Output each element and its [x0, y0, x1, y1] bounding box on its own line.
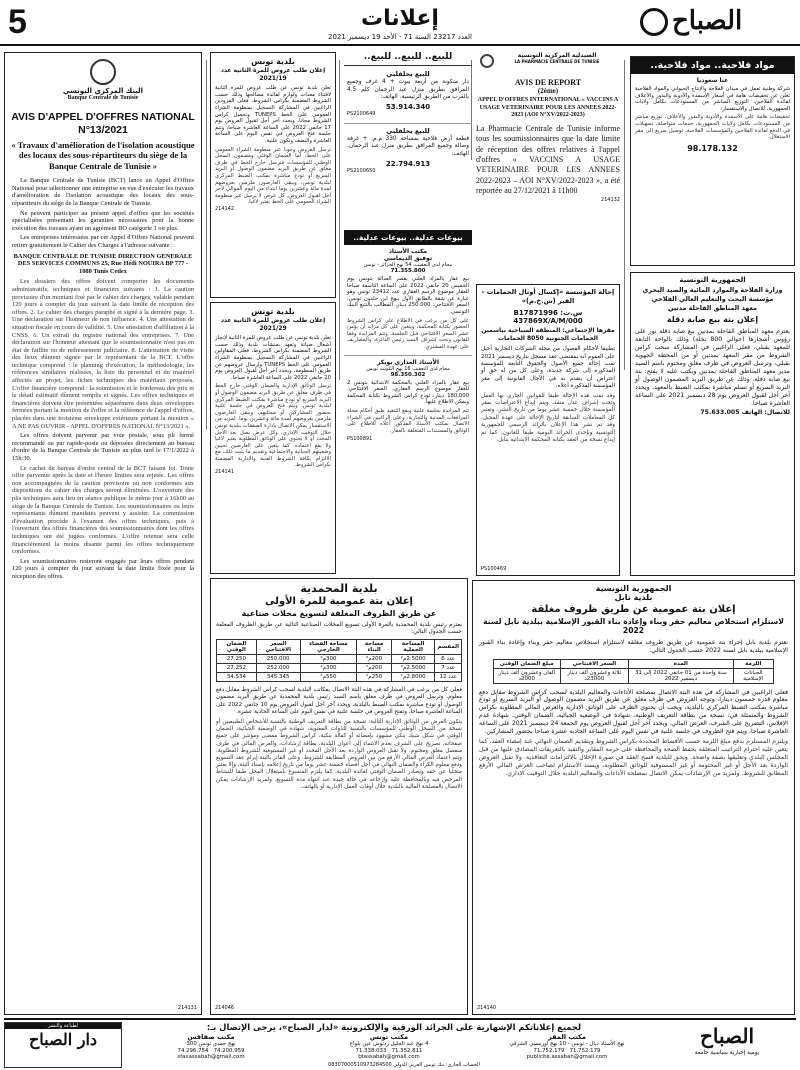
tunis-tender-1	[210, 52, 336, 298]
sales-ad2-phone: 22.794.913	[385, 159, 431, 168]
footer-tunis-title: مكتب تونس	[369, 1033, 409, 1041]
company-notice	[476, 284, 620, 576]
judicial-sales	[344, 230, 472, 576]
tunis-1-ref: 214142	[215, 205, 235, 212]
mohamedia-table-cell: 2.5000م²	[391, 655, 435, 664]
footer-logo-2-sub: لطباعة والنشر	[5, 1023, 121, 1029]
agri-phone: 98.178.132	[687, 143, 738, 153]
judicial-text-2-cont: تتم المزايدة بجلسة علنية ويقع التنفيذ طبق أحكام مجلة المرافعات المدنية والتجارية، وعلى الراغبين في الشراء الاتصال بمكتب الأستاذ المذكور أعلاه للاطلاع على الوثائق والمستندات المتعلقة بالعقار.	[347, 407, 469, 434]
agri-ad	[630, 56, 795, 266]
footer-office-tunis	[304, 1034, 474, 1061]
footer-email-2: btassabah@gmail.com	[358, 1054, 420, 1061]
mohamedia-table-cell: 250.000	[256, 655, 300, 664]
header-rule	[0, 44, 800, 46]
footer-headline: لجميع إعلاناتكم الإشهارية على الجرائد الورقية والإلكترونية «لدار الصباح»، يرجى الإتصال بـ:	[206, 1022, 582, 1032]
nabeul-subtitle: لاستلزام استخلاص معاليم حفر وبناء وإعادة بناء القبور الإسلامية ببلدية نابل لسنة 2022	[483, 617, 784, 635]
mohamedia-table-header-cell: المساحة الجملية	[391, 640, 435, 655]
nabeul-table-header-cell: المدة	[629, 659, 734, 668]
mohamedia-title: بلدية المحمدية	[300, 582, 378, 595]
nabeul-table-cell: سنة واحدة من 01 جانفي 2022 إلى 31 ديسمبر 2022	[629, 668, 734, 683]
tunis-2-text: تعلن بلدية تونس عن طلب عروض للمرة الثانية لإنجاز أشغال صيانة وتعهد بمنشآت بلدية وذلك حسب الشروط المضمنة بكراس الشروط، فعلى المقاولين الراغبين في المشاركة التسجيل بمنظومة الشراء العمومي على الخط TUNEPS وإرسال عروضهم عن طريق المنظومة، ويحدد آخر أجل لقبول العروض يوم 20 جانفي 2022 على الساعة العاشرة صباحا.	[215, 335, 331, 381]
mohamedia-table-header-cell: مساحة البناء	[357, 640, 391, 655]
bct-p1: La Banque Centrale de Tunisie (BCT) lance un Appel d'Offres National pour sélectionner une entreprise en vue d'exécuter les travaux d'amélioration de l'isolation acoustique des locaux des sous-répartiteurs du siège de la Banque Centrale de Tunisie.	[12, 177, 194, 207]
tunis-2-text-cont: ترسل الوثائق الإدارية والضمان الوقتي خارج الخط في ظرف مغلق عن طريق البريد مضمون الوصول أو البريد السريع أو تودع مباشرة بمكتب الضبط المركزي لبلدية تونس. ويتم فتح العروض في جلسة علنية بحضور المشاركين أو ممثليهم، ويبقى العارضون ملزمين بعروضهم لمدة مائة وعشرين يوما. لمزيد من الاستفسار يمكن الاتصال بإدارة الصفقات ببلدية تونس خلال التوقيت الإداري، وكل عرض يصل بعد الأجل المحدد أو لا يحتوي على الوثائق المطلوبة يعتبر لاغيا ولا يقع اعتماده. كما يتعين على العارضين تحيين وضعيتهم الجبائية والاجتماعية وتقديم ما يثبت ذلك، مع الالتزام بكافة الشروط الفنية والإدارية المضمنة بكراس الشروط.	[215, 383, 331, 469]
mohamedia-tender	[210, 578, 468, 1015]
mohamedia-table-cell: 345.345	[256, 673, 300, 682]
bct-ref: 214131	[177, 1005, 197, 1011]
footer-office-main	[482, 1034, 652, 1061]
tunis-1-title: بلدية تونس	[251, 57, 295, 66]
tunis-2-title: بلدية تونس	[251, 307, 295, 316]
bct-org-fr: Banque Centrale de Tunisie	[67, 95, 139, 101]
bct-text-cont-1: Les dossiers des offres doivent comporter les documents administratifs, techniques et financiers suivants : 1. La caution provisoire d'un montant fixé par le cahier des charges, valable pendant 120 jours à compter du jour suivant la date limite de réception des offres. 2. Le cahier des charges paraphé et signé à la dernière page. 3. Une déclaration sur l'honneur de non influence. 4. Une attestation de situation fiscale en cours de validité. 5. Une attestation d'affiliation à la CNSS. 6. Un extrait du registre national des entreprises. 7. Une déclaration sur l'honneur attestant que le soumissionnaire n'est pas en état de faillite ou de redressement judiciaire. 8. L'attestation de visite des lieux dûment signée par le représentant de la BCT. L'offre technique comprend : le planning d'exécution, la méthodologie, les références similaires réalisées, la liste du personnel et du matériel affectés au projet, les fiches techniques des matériaux proposés. L'offre financière comprend : la soumission et le bordereau des prix et le détail estimatif dûment remplis et signés. Les offres techniques et financières doivent être présentées séparément dans deux enveloppes fermées portant la mention de l'offre et la référence de l'appel d'offres, placées dans une troisième enveloppe extérieure portant la mention « A NE PAS OUVRIR - APPEL D'OFFRES NATIONAL N°13/2021 ».	[12, 278, 194, 430]
bct-tender	[4, 52, 202, 1015]
mohamedia-table-cell: 550م²	[300, 673, 357, 682]
nabeul-text-cont: ويلتزم المستلزم بدفع مبلغ اللزمة حسب الأقساط المحددة بكراس الشروط وبتقديم الضمان النهائي عند إمضاء العقد، كما يتعين عليه احترام التراتيب المتعلقة بحفظ الصحة والمحافظة على حرمة المقابر والتقيد بالتعريفات المصادق عليها من قبل المجلس البلدي وتعليقها بصفة واضحة. ويحق للبلدية فسخ العقد في صورة الإخلال بالالتزامات التعاقدية. ولا تقبل العروض الواردة بعد الأجل أو غير المختومة أو غير المستوفية للوثائق المطلوبة، ويسند الاستلزام لصاحب العرض المالي الأرفع المطابق للشروط. ولمزيد من الإرشادات يمكن الاتصال بمصلحة الأداءات والمعاليم البلدية خلال التوقيت الإداري.	[479, 738, 788, 777]
mohamedia-table-row	[217, 673, 462, 682]
mohamedia-table-cell: 200م²	[357, 664, 391, 673]
judicial-text-1-cont: على كل من يرغب في الاطلاع على كراس الشروط الحضور بكتابة المحكمة، ويتعين على كل مزايد أن يؤمن عشر السعر الافتتاحي قبل الجلسة، وتتم المزايدة وفقا للقانون وتحت إشراف السيد رئيس الدائرة، والمصاريف على عهدة المشتري.	[347, 317, 469, 350]
sales-ad1-title: للبيع بحلقلبي	[386, 70, 430, 78]
nabeul-table-cell: ألفان وعشرون ألف دينار 2000د	[494, 668, 561, 683]
pharmacy-cross-icon	[480, 54, 494, 68]
mohamedia-intro: يعتزم رئيس بلدية المحمدية بالمرة الأولى تسويغ المحلات الصناعية التالية عن طريق الظروف المغلقة حسب الجدول التالي:	[216, 622, 462, 635]
pharmacy-notice-title: AVIS DE REPORT	[514, 78, 582, 87]
tunis-1-text-cont: ترسل العروض وجوبا عبر منظومة الشراء العمومي على الخط، أما الضمان الوقتي ومضمون السجل الوطني للمؤسسات فترسل خارج الخط في ظرف مغلق عن طريق البريد مضمون الوصول أو البريد السريع أو تودع مباشرة بمكتب الضبط المركزي لبلدية تونس، ويبقى العارضون ملزمين بعروضهم لمدة مائة وعشرين يوما ابتداء من اليوم الموالي لآخر أجل لقبول العروض. كل عرض لا يرسل عبر منظومة الشراء العمومي على الخط يعتبر لاغيا.	[215, 146, 331, 206]
bct-text-cont-2: Le cachet du bureau d'ordre central de la BCT faisant foi. Toute offre parvenue après la date et l'heure limites sera rejetée. Les offres non accompagnées de la caution provisoire ou non conformes aux dispositions du cahier des charges seront éliminées. L'ouverture des plis techniques aura lieu en séance publique le même jour à 16h00 au siège de la Banque Centrale de Tunisie. Les soumissionnaires ou leurs représentants dûment mandatés peuvent y assister. La commission d'évaluation procède à l'examen des offres techniques, puis à l'ouverture des offres financières des soumissionnaires dont les offres techniques ont été jugées conformes. L'offre retenue sera celle financièrement la moins disante parmi les offres techniquement conformes.	[12, 464, 194, 556]
mohamedia-table-cell: 252.000	[256, 664, 300, 673]
marine-text: يعتزم معهد المناطق القاحلة بمدنين بيع صابة دقلة نور على رؤوس أشجارها (حوالي 800 نخلة) وذلك بالواحة التابعة للمعهد بقبلي، فعلى الراغبين في المشاركة سحب كراس الشروط من مقر المعهد بمدنين أو من المحطة الجهوية بقبلي، وترسل العروض في ظرف مغلق ومختوم باسم السيد مدير معهد المناطق القاحلة بمدنين ويكتب عليه لا يفتح: بتة بيع صابة دقلة، وذلك عن طريق البريد المضمون الوصول أو البريد السريع أو تسلم مباشرة بمكتب الضبط بالمعهد، ويحدد آخر أجل لقبول العروض يوم 28 ديسمبر 2021 على الساعة العاشرة صباحا.	[635, 328, 790, 407]
mohamedia-table-cell: 2.8000م²	[391, 673, 435, 682]
bct-address: BANQUE CENTRALE DE TUNISIE DIRECTION GENERALE DES SERVICES COMMUNS 25, Rue Hédi NOUIRA BP 777 - 1080 Tunis Cedex	[13, 252, 193, 275]
bct-org-ar: البنك المركزي التونسي	[62, 87, 144, 95]
pharmacy-org-fr: LA PHARMACIE CENTRALE DE TUNISIE	[514, 59, 600, 64]
header-logo	[640, 4, 790, 40]
mohamedia-table-cell: 300م²	[300, 655, 357, 664]
footer-sfax-address: نهج حمدي تونس 300	[186, 1040, 236, 1047]
mohamedia-table-cell: 34.534	[217, 673, 257, 682]
judicial-lawyer-1: مكتب الأستاذ	[388, 248, 428, 255]
footer-logo-left	[4, 1022, 122, 1068]
mohamedia-table-row	[217, 655, 462, 664]
footer-main-fax: 71.752.179	[533, 1047, 565, 1054]
column-rule	[339, 60, 340, 380]
issue-line: العدد 23217 السنة 71 - الأحد 19 ديسمبر 2021	[327, 33, 472, 41]
nabeul-table-row	[494, 668, 774, 683]
judicial-lawyer-1-address: محام لدى التعقيب، 54 نهج الجزائر - تونس	[363, 262, 453, 268]
judicial-lawyer-2-address: محام لدى التعقيب 16 نهج الكويت تونس	[366, 365, 450, 372]
nabeul-table-cell: ثلاثة وعشرون ألف دينار 23000د	[560, 668, 629, 683]
judicial-ref: PS100891	[347, 436, 373, 443]
judicial-title: بيوعات عدلية.. بيوعات عدلية..	[344, 230, 472, 245]
nabeul-republic: الجمهورية التونسية	[595, 584, 672, 593]
footer-sfax-phone: 74.200.959	[213, 1047, 245, 1054]
company-title: إحالة المؤسسة «إكسال أوتال الحمامات - الفير (ش.خ.م)»	[481, 288, 615, 305]
page-number: 5	[8, 3, 27, 41]
company-text-cont: وقد تمت هذه الإحالة طبقا للقوانين الجاري بها العمل وتحت إشراف عدل منفذ، ويتم إيداع الاعتراضات بمقر المؤسسة خلال خمسة عشر يوما من تاريخ النشر، وتعتبر كل المعاملات السابقة لتاريخ الإحالة على عهدة المحيل، وقد تم نشر هذا الإعلان بالرائد الرسمي للجمهورية التونسية وبإحدى الجرائد اليومية طبقا للقانون، كما تم إيداع نسخة من العقد بكتابة المحكمة الابتدائية بنابل.	[481, 392, 615, 444]
footer-tunis-address: 4 نهج عبد الجليل زدنوش عين بلواج	[349, 1040, 429, 1047]
tunis-tender-2	[210, 302, 336, 574]
mohamedia-table-cell: 250م²	[357, 673, 391, 682]
sales-ad2-title: للبيع بحلقلبي	[344, 123, 472, 135]
mohamedia-table-cell: عدد 12	[435, 673, 462, 682]
pharmacy-body: La Pharmacie Centrale de Tunisie informe tous les soumissionnaires que la date limite de réception des offres relatives à l'appel d'offres « VACCINS A USAGE VETERINAIRE POUR LES ANNEES 2022-2023 – AOI N°XV/2022-2023 », a été reportée au 27/12/2021 à 11h00	[476, 123, 620, 196]
tunis-1-text: تعلن بلدية تونس عن طلب عروض للمرة الثانية لاقتناء معدات ولوازم لفائدة مصالحها وذلك حسب الشروط المضمنة بكراس الشروط، فعلى المزودين الراغبين في المشاركة التسجيل بمنظومة الشراء العمومي على الخط TUNEPS وتحميل كراس الشروط مجانا، ويحدد آخر أجل لقبول العروض يوم 17 جانفي 2022 على الساعة العاشرة صباحا، وتتم جلسة فتح العروض في نفس اليوم على الساعة العاشرة والنصف وتكون علنية.	[215, 85, 332, 144]
sales-title: للبيع.. للبيع.. للبيع..	[344, 52, 472, 66]
sales-ad2-ref: PS2100650	[347, 167, 376, 174]
sales-ad1-text: دار متكونة من أربعة بيوت + 4 غرف وجميع المرافق بطريق منزل عبد الرحمان كلم 4.5 بالقرب من الطريق الرئيسية. الهاتف:	[347, 79, 470, 101]
footer-main-phone: 71.752.179	[569, 1047, 601, 1054]
mohamedia-subtitle-2: عن طريق الظروف المغلقة لتسويغ محلات صناعية	[241, 609, 437, 618]
bct-p3: Les entreprises intéressées par cet Appel d'Offres National peuvent retirer gratuitement le Cahier des Charges à l'adresse suivante :	[12, 234, 194, 249]
column-rule	[624, 60, 625, 370]
mohamedia-table-cell: 200م²	[357, 655, 391, 664]
sales-ad2-text: قطعة أرض فلاحية بمساحة 330 م.م. + غرفة وصالة وجميع المرافق بطريق منزل عبد الرحمان. الهاتف:	[347, 135, 470, 157]
bct-subtitle: « Travaux d'amélioration de l'isolation acoustique des locaux des sous-répartiteurs du siège de la Banque Centrale de Tunisie »	[11, 140, 195, 171]
tunis-2-ref: 214141	[215, 469, 235, 476]
pharmacy-logo	[476, 52, 620, 74]
sales-ads	[344, 52, 472, 228]
mohamedia-subtitle: إعلان بتة عمومية للمرة الأولى	[265, 596, 413, 607]
nabeul-table-header-cell: السعر الافتتاحي	[560, 659, 629, 668]
logo-text: الصباح	[672, 6, 743, 36]
nabeul-table-cell: الجبانات الإسلامية	[733, 668, 773, 683]
marine-republic: الجمهورية التونسية	[679, 276, 746, 284]
mohamedia-text-cont: يتكون العرض من الوثائق الإدارية التالية: نسخة من بطاقة التعريف الوطنية بالنسبة للأشخاص الطبيعيين أو نسخة من السجل الوطني للمؤسسات بالنسبة للذوات المعنوية، شهادة في الوضعية الجبائية، الضمان الوقتي في شكل شيك بنكي مشهود بإمضائه أو كفالة بنكية، كراس الشروط ممضى ومؤشر على جميع صفحاته، تصريح على الشرف بعدم الانتماء إلى أعوان البلدية، بطاقة إرشادات، والعرض المالي في ظرف منفصل مغلق ومختوم. ولا تقبل العروض الواردة بعد الأجل المحدد أو غير المستوفية للشروط المطلوبة. ويتم اعتماد العرض المالي الأرفع من بين العروض المطابقة للشروط. وعلى الفائز بالبتة إبرام عقد التسويغ ودفع معلوم الكراء والضمان النهائي في أجل أقصاه خمسة عشر يوما من تاريخ إعلامه بإسناد البتة، وإلا يعتبر متخليا عن حقه ويصادر الضمان الوقتي لفائدة البلدية. كما يلتزم المتسوغ باستغلال المحل طبقا للنشاط المرخص فيه وبالمحافظة عليه وإرجاعه في حالة جيدة عند انتهاء مدة التسويغ. ولمزيد الإرشادات يمكن الاتصال بالمصلحة المالية بالبلدية خلال أوقات العمل الإدارية أو بالهاتف.	[216, 719, 462, 790]
judicial-lawyer-2-phone: 98.350.302	[390, 371, 426, 378]
footer-main-title: مكتب المقر	[548, 1033, 586, 1041]
column-rule	[206, 60, 207, 430]
judicial-lawyer-1-name: توفيق الديماسي	[383, 255, 433, 262]
footer-tunis-phone: 71.352.811	[391, 1047, 423, 1054]
tunis-2-subtitle: إعلان طلب عروض للمرة الثانية عدد 2021/29	[220, 317, 326, 332]
footer-logo-1: الصباح	[699, 1024, 755, 1048]
company-registry: س.ت: B17871996	[513, 309, 583, 317]
agri-text: شركة وطنية تعمل في ميدان الفلاحة والإنتاج الحيواني والمواد الفلاحية تعلن عن تخفيضات هامة في أسعار الأسمدة والأدوية والبذور والأعلاف لفائدة الفلاحين، التوزيع المباشر من المستودعات بكامل ولايات الجمهورية، للاتصال والاستفسار:	[635, 86, 790, 112]
company-text: تطبيقا لأحكام الفصول من مجلة الشركات التجارية أحيل على العموم أنه بمقتضى عقد مسجل بتاريخ ديسمبر 2021 تمت إحالة جميع الأصول والحقوق التابعة للمؤسسة المذكورة إلى شركة جديدة، وعلى كل من له حق أو اعتراض أن يتقدم به في الآجال القانونية إلى مقر المؤسسة المذكورة أعلاه.	[481, 346, 615, 390]
marine-ad	[630, 272, 795, 576]
mohamedia-table-cell: 2.5000م²	[391, 664, 435, 673]
page-header	[0, 0, 800, 46]
marine-school: معهد المناطق القاحلة مدنين	[668, 304, 757, 312]
mohamedia-table-header-cell: مساحة الفضاء الخارجي	[300, 640, 357, 655]
footer-main-address: نهج الأستاذ دبال - تونس - 10 نهج اوزبسبي الشرقي	[509, 1040, 625, 1047]
mohamedia-table-header-cell: المقسم	[435, 640, 462, 655]
footer	[4, 1018, 796, 1068]
footer-sfax-title: مكتب صفاقس	[187, 1033, 235, 1041]
bct-p5: Les soumissionnaires resteront engagés par leurs offres pendant 120 jours à compter du jour suivant la date limite fixée pour la réception des offres.	[12, 557, 194, 580]
nabeul-table-header-cell: اللزمة	[733, 659, 773, 668]
sales-ad1-ref: PS2100649	[347, 110, 376, 117]
footer-tagline: يومية إخبارية سياسية جامعة	[694, 1050, 760, 1056]
footer-email-3: sfaxassabah@gmail.com	[177, 1054, 245, 1061]
footer-logo-right	[658, 1022, 796, 1068]
marine-title: إعلان بتة بيع صابة دقلة	[666, 315, 759, 324]
pharmacy-body-title: APPEL D'OFFRES INTERNATIONAL « VACCINS A USAGE VETERINAIRE POUR LES ANNEES 2022-2023 (AOI N°XV/2022-2023)	[477, 97, 619, 119]
sales-ad1-phone: 53.914.340	[385, 102, 431, 111]
judicial-lawyer-1-phone: 71.355.800	[390, 268, 426, 274]
judicial-text-2: بيع عقار بالمزاد العلني بالمحكمة الابتدائية بتونس 2 للعقار موضوع الرسم العقاري، السعر الافتتاحي: 180.000 دينار، تودع كراس الشروط بكتابة المحكمة ويمكن الاطلاع عليها.	[347, 379, 469, 406]
mohamedia-text: فعلى كل من يرغب في المشاركة في هذه البتة الاتصال بمكاتب البلدية لسحب كراس الشروط مقابل دفع معلوم، وترسل العروض في ظرف مغلق باسم السيد رئيس بلدية المحمدية عن طريق البريد مضمون الوصول أو تودع مباشرة بمكتب الضبط بالبلدية، ويحدد آخر أجل لقبول العروض يوم 10 جانفي 2022 على الساعة العاشرة صباحا، وتفتح العروض في جلسة علنية في نفس اليوم على الساعة الحادية عشرة.	[216, 687, 462, 715]
agri-company: عنا سعوديا	[696, 77, 729, 84]
bct-logo	[5, 53, 201, 101]
agri-text-cont: تخفيضات هامة على الأسمدة والأدوية والبذور والأعلاف، توزيع مباشر من المستودعات بكامل ولايات الجمهورية، خدمات متواصلة، تسهيلات في الدفع لفائدة الفلاحين والمؤسسات الفلاحية، توصيل سريع إلى مقر الاستغلال.	[635, 114, 790, 141]
company-address: مقرها الإجتماعي: المنطقة السياحية بياسمين الحمامات الجنوبية 8050 الحمامات	[481, 327, 615, 342]
logo-mark-icon	[640, 8, 668, 36]
mohamedia-table-header-cell: الضمان الوقتي	[217, 640, 257, 655]
footer-tunis-fax: 71.338.033	[355, 1047, 387, 1054]
mohamedia-table-header-cell: السعر الافتتاحي	[256, 640, 300, 655]
footer-email-1: publicite.assabah@gmail.com	[526, 1054, 608, 1061]
bct-seal-icon	[90, 59, 116, 85]
mohamedia-table-row	[217, 664, 462, 673]
judicial-text-1: بيع عقار بالمزاد العلني بقصر العدالة بتونس يوم الخميس 20 جانفي 2022 على الساعة التاسعة صباحا للعقار موضوع الرسم العقاري عدد 23412 تونس وهو عبارة عن شقة بالطابق الأول بنهج ابن خلدون تونس، السعر الافتتاحي: 250.000 دينار، المطالب بالتتبع البنك التونسي.	[347, 276, 470, 315]
nabeul-ref: 214140	[477, 1005, 497, 1011]
bct-p4: Les offres doivent parvenir par voie postale, sous pli fermé recommandé ou par rapide-poste ou déposées directement au bureau d'ordre de la Banque Centrale de Tunisie au plus tard le 17/1/2022 à 15h:30.	[12, 432, 194, 462]
footer-office-sfax	[126, 1034, 296, 1061]
pharmacy-org-ar: الصيدلية المركزية التونسية	[517, 52, 597, 59]
nabeul-municipality: بلدية نابل	[614, 593, 653, 602]
section-title: إعلانات	[361, 6, 439, 31]
pharmacy-ref: 214132	[600, 196, 620, 203]
footer-sfax-fax: 74.296.754	[177, 1047, 209, 1054]
bct-p2: Ne peuvent participer au présent appel d'offres que les sociétés spécialisées présentant les garanties nécessaires pour la bonne exécution des travaux ayant un agrément BO catégorie 1 ou plus.	[12, 209, 194, 232]
nabeul-table-header-cell: مبلغ الضمان الوقتي	[494, 659, 561, 668]
marine-contact: للاتصال: الهاتف 75.633.005	[700, 409, 790, 416]
nabeul-title: إعلان بتة عمومية عن طريق ظروف مغلقة	[531, 604, 736, 615]
mohamedia-table-cell: 300م²	[300, 664, 357, 673]
nabeul-table	[493, 659, 774, 684]
nabeul-tender	[472, 580, 795, 1015]
tunis-1-subtitle: إعلان طلب عروض للمرة الثانية عدد 2021/19	[220, 67, 326, 82]
nabeul-intro: تعتزم بلدية نابل إجراء بتة عمومية عن طريق ظروف مغلقة لاستلزام استخلاص معاليم حفر وبناء وإعادة بناء القبور الإسلامية ببلدية نابل لسنة 2022 حسب الجدول التالي:	[479, 639, 788, 654]
company-tax-id: 437869X/A/M/000	[513, 317, 583, 325]
nabeul-text: فعلى الراغبين في المشاركة في هذه البتة الاتصال بمصلحة الأداءات والمعاليم البلدية لسحب كراس الشروط مقابل دفع معلوم قدره خمسون دينارا، وتوجه العروض في ظرف مغلق عن طريق البريد مضمون الوصول أو البريد السريع أو تودع مباشرة بمكتب الضبط المركزي بالبلدية، ويجب أن يحتوي الظرف على الوثائق الإدارية والعرض المالي المطلوبة بكراس الشروط والمتمثلة في: نسخة من بطاقة التعريف الوطنية، شهادة في الوضعية الجبائية، الضمان الوقتي، شهادة عدم الإفلاس، التصريح على الشرف، العرض المالي. ويحدد آخر أجل لقبول العروض يوم الجمعة 24 ديسمبر 2021 على الساعة العاشرة صباحا، ويتم فتح الظروف في جلسة علنية في نفس اليوم على الساعة الحادية عشرة صباحا بحضور المشاركين.	[479, 688, 788, 735]
mohamedia-table-cell: عدد 7	[435, 664, 462, 673]
mohamedia-ref: 214046	[215, 1005, 235, 1011]
footer-logo-2: دار الصباح	[28, 1030, 98, 1049]
pharmacy-notice-sub: (2ème)	[537, 87, 559, 95]
bct-title: AVIS D'APPEL D'OFFRES NATIONAL N°13/2021	[11, 111, 195, 136]
judicial-lawyer-2: الأستاذ العذاري بوبكر	[344, 355, 472, 366]
marine-institution: مؤسسة البحث والتعليم العالي الفلاحي	[651, 295, 774, 303]
marine-ministry: وزارة الفلاحة والموارد المائية والصيد البحري	[642, 286, 783, 294]
company-ref: PS100469	[481, 566, 507, 572]
mohamedia-table-cell: 27.252	[217, 664, 257, 673]
agri-title: مواد فلاحية.. مواد فلاحية..	[631, 57, 794, 74]
pharmacy-notice	[476, 52, 620, 282]
mohamedia-table-cell: 27.250	[217, 655, 257, 664]
footer-bank: الحساب الجاري: بنك تونس العربي الدولي 08307000510973284500	[328, 1062, 480, 1068]
mohamedia-table-cell: عدد 6	[435, 655, 462, 664]
mohamedia-table	[216, 639, 462, 682]
